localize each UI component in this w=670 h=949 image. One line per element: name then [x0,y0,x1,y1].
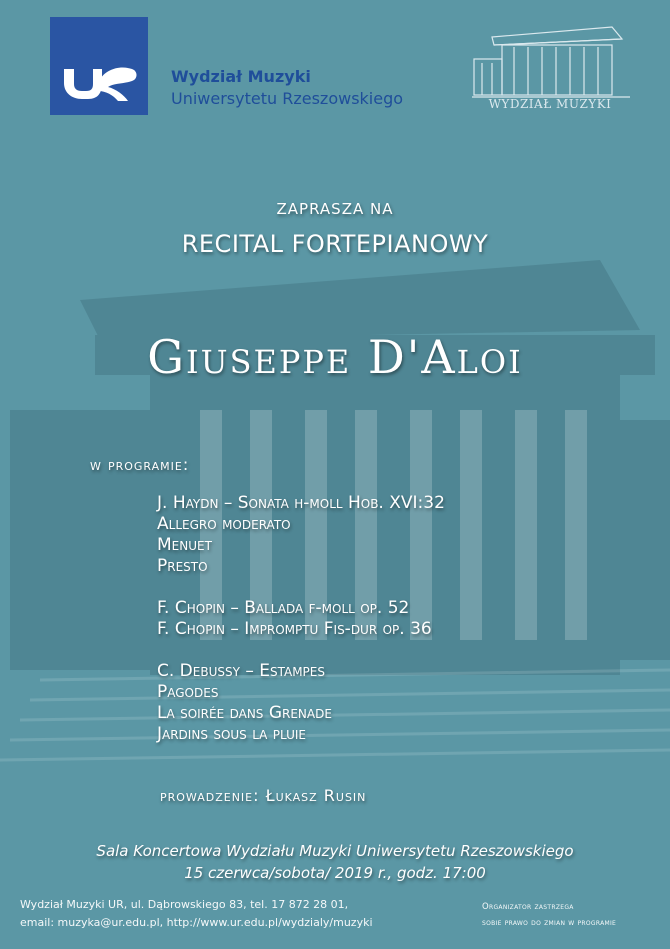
program-item: Jardins sous la pluie [157,724,307,744]
footer-disclaimer [482,899,616,931]
ur-logo-icon [50,17,148,115]
disclaimer-line-2: sobie prawo do zmian w programie [482,918,617,928]
host-line: prowadzenie: Łukasz Rusin [160,786,367,805]
program-label: w programie: [90,455,190,474]
program-spacer [157,640,445,661]
faculty-line-2: Uniwersytetu Rzeszowskiego [171,89,404,108]
faculty-logo-caption: WYDZIAŁ MUZYKI [488,97,612,111]
venue-info [0,840,670,884]
event-type: RECITAL FORTEPIANOWY [181,230,489,258]
performer-name: Giuseppe D'Aloi [147,330,523,384]
venue-datetime: 15 czerwca/sobota/ 2019 r., godz. 17:00 [184,864,486,882]
faculty-building-logo [472,17,630,99]
program-item: F. Chopin – Ballada f-moll op. 52 [157,598,410,618]
footer-address: Wydział Muzyki UR, ul. Dąbrowskiego 83, tel. 17 872 28 01, [20,898,349,911]
footer-contact [20,896,373,932]
program-item: J. Haydn – Sonata h-moll Hob. XVI:32 [157,493,445,513]
program-spacer [157,577,445,598]
program-item: Allegro moderato [157,514,291,534]
disclaimer-line-1: Organizator zastrzega [482,902,574,912]
program-item: Pagodes [157,682,219,702]
university-logo [50,17,148,115]
program-item: F. Chopin – Impromptu Fis-dur op. 36 [157,619,432,639]
program-item: Presto [157,556,208,576]
program-item: C. Debussy – Estampes [157,661,325,681]
invite-text: ZAPRASZA NA [276,200,394,218]
program-list [157,493,445,745]
program-item: La soirée dans Grenade [157,703,332,723]
faculty-name [171,66,403,110]
venue-place: Sala Koncertowa Wydziału Muzyki Uniwersytetu Rzeszowskiego [96,842,574,860]
faculty-line-1: Wydział Muzyki [171,67,311,86]
footer-email-web: email: muzyka@ur.edu.pl, http://www.ur.edu.pl/wydzialy/muzyki [20,916,373,929]
program-item: Menuet [157,535,212,555]
